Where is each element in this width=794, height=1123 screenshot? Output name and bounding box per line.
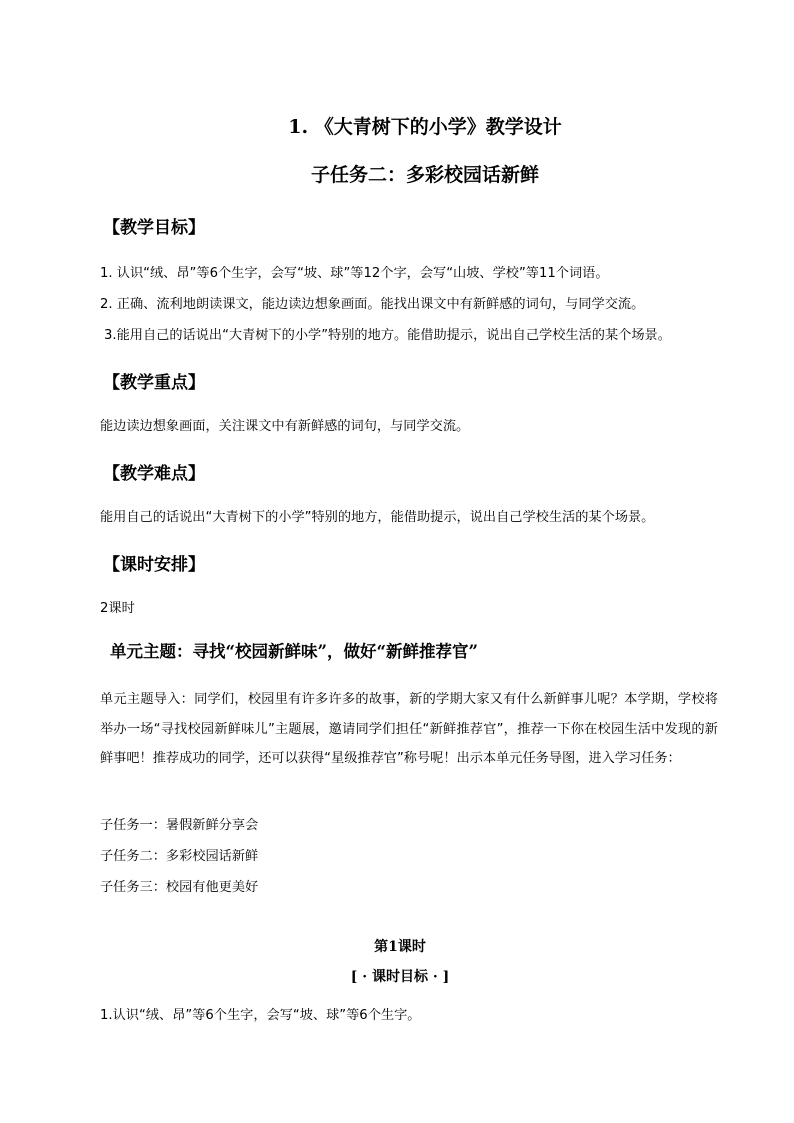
subtask-item-2: 子任务二：多彩校园话新鲜 (100, 849, 259, 864)
objective-item-3: 3.能用自己的话说出“大青树下的小学”特别的地方。能借助提示，说出自己学校生活的某个场景。 (104, 328, 671, 343)
document-title: 1. 《大青树下的小学》教学设计 (288, 116, 562, 138)
schedule-heading: 【课时安排】 (103, 555, 205, 575)
lesson-title: 第1课时 (374, 939, 426, 955)
key-points-text: 能边读边想象画面，关注课文中有新鲜感的词句，与同学交流。 (100, 419, 470, 434)
document-subtitle: 子任务二：多彩校园话新鲜 (310, 164, 539, 186)
difficulties-text: 能用自己的话说出“大青树下的小学”特别的地方，能借助提示，说出自己学校生活的某个场景。 (100, 510, 655, 525)
unit-theme: 单元主题：寻找“校园新鲜味”，做好“新鲜推荐官” (110, 642, 478, 661)
difficulties-heading: 【教学难点】 (103, 464, 205, 484)
subtask-item-1: 子任务一：暑假新鲜分享会 (100, 818, 259, 833)
lesson-goal-item: 1.认识“绒、昂”等6个生字，会写“坡、球”等6个生字。 (100, 1008, 421, 1023)
unit-intro-paragraph: 单元主题导入：同学们，校园里有许多许多的故事，新的学期大家又有什么新鲜事儿呢？本学期，学校将举办一场“寻找校园新鲜味儿”主题展，邀请同学们担任“新鲜推荐官”，推荐一下你在校园生活中发现的新鲜事吧！推荐成功的同学，还可以获得“星级推荐官”称号呢！出示本单元任务导图，进入学习任务： (100, 692, 718, 766)
objectives-heading: 【教学目标】 (103, 218, 205, 238)
lesson-goal-heading: [ · 课时目标 · ] (350, 969, 450, 985)
objective-item-1: 1. 认识“绒、昂”等6个生字，会写“坡、球”等12个字，会写“山坡、学校”等11个词语。 (100, 266, 609, 281)
subtask-item-3: 子任务三：校园有他更美好 (100, 880, 259, 895)
objective-item-2: 2. 正确、流利地朗读课文，能边读边想象画面。能找出课文中有新鲜感的词句，与同学交流。 (100, 297, 645, 312)
key-points-heading: 【教学重点】 (103, 373, 205, 393)
schedule-text: 2课时 (100, 601, 135, 616)
